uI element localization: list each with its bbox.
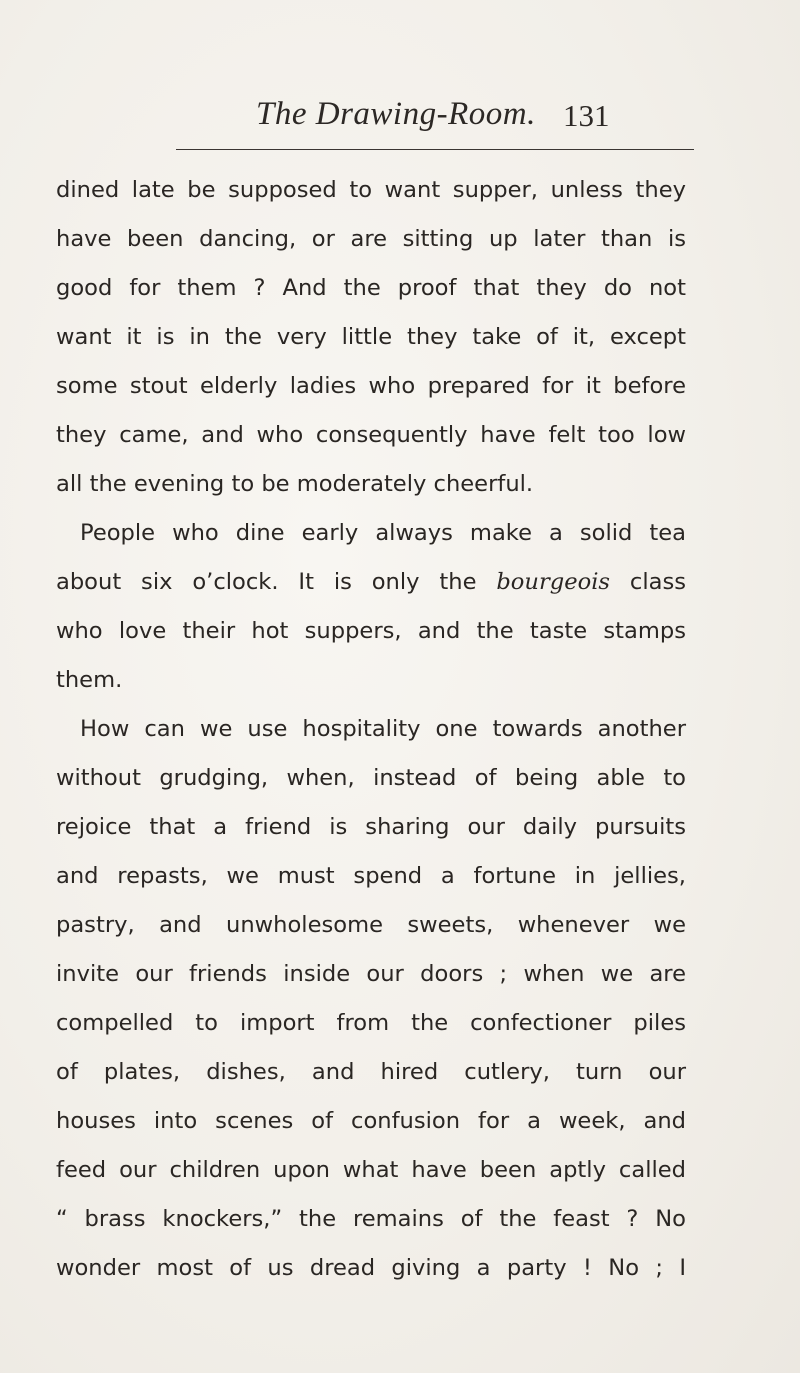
text-line-7: all the evening to be moderately cheerful. [56, 471, 534, 497]
text-line-21: feed our children upon what have been aptly called [56, 1157, 686, 1183]
text-line-13: without grudging, when, instead of being able to [56, 765, 686, 791]
text-line-1: dined late be supposed to want supper, unless they [56, 177, 686, 203]
header-rule [176, 149, 694, 150]
text-line-11: them. [56, 667, 123, 693]
running-title: The Drawing-Room. [256, 96, 536, 132]
text-line-23: wonder most of us dread giving a party ! No ; I [56, 1255, 686, 1281]
text-line-12: How can we use hospitality one towards another [80, 716, 686, 742]
text-line-17: invite our friends inside our doors ; when we are [56, 961, 686, 987]
text-line-20: houses into scenes of confusion for a week, and [56, 1108, 686, 1134]
text-line-2: have been dancing, or are sitting up later than is [56, 226, 686, 252]
running-head [256, 96, 686, 136]
text-line-16: pastry, and unwholesome sweets, whenever we [56, 912, 686, 938]
text-line-10: who love their hot suppers, and the taste stamps [56, 618, 686, 644]
text-line-14: rejoice that a friend is sharing our daily pursuits [56, 814, 686, 840]
text-line-4: want it is in the very little they take of it, except [56, 324, 686, 350]
italic-word-bourgeois: bourgeois [496, 569, 611, 595]
text-line-5: some stout elderly ladies who prepared for it before [56, 373, 686, 399]
page-number: 131 [563, 98, 610, 133]
text-line-15: and repasts, we must spend a fortune in jellies, [56, 863, 686, 889]
text-line-9-end: class [610, 569, 686, 595]
text-line-9-start: about six o’clock. It is only the [56, 569, 497, 595]
text-line-9 [56, 562, 686, 602]
text-line-19: of plates, dishes, and hired cutlery, turn our [56, 1059, 686, 1085]
text-line-6: they came, and who consequently have felt too low [56, 422, 686, 448]
text-line-3: good for them ? And the proof that they do not [56, 275, 686, 301]
text-line-22: “ brass knockers,” the remains of the feast ? No [56, 1206, 686, 1232]
text-line-8: People who dine early always make a solid tea [80, 520, 686, 546]
text-line-18: compelled to import from the confectioner piles [56, 1010, 686, 1036]
